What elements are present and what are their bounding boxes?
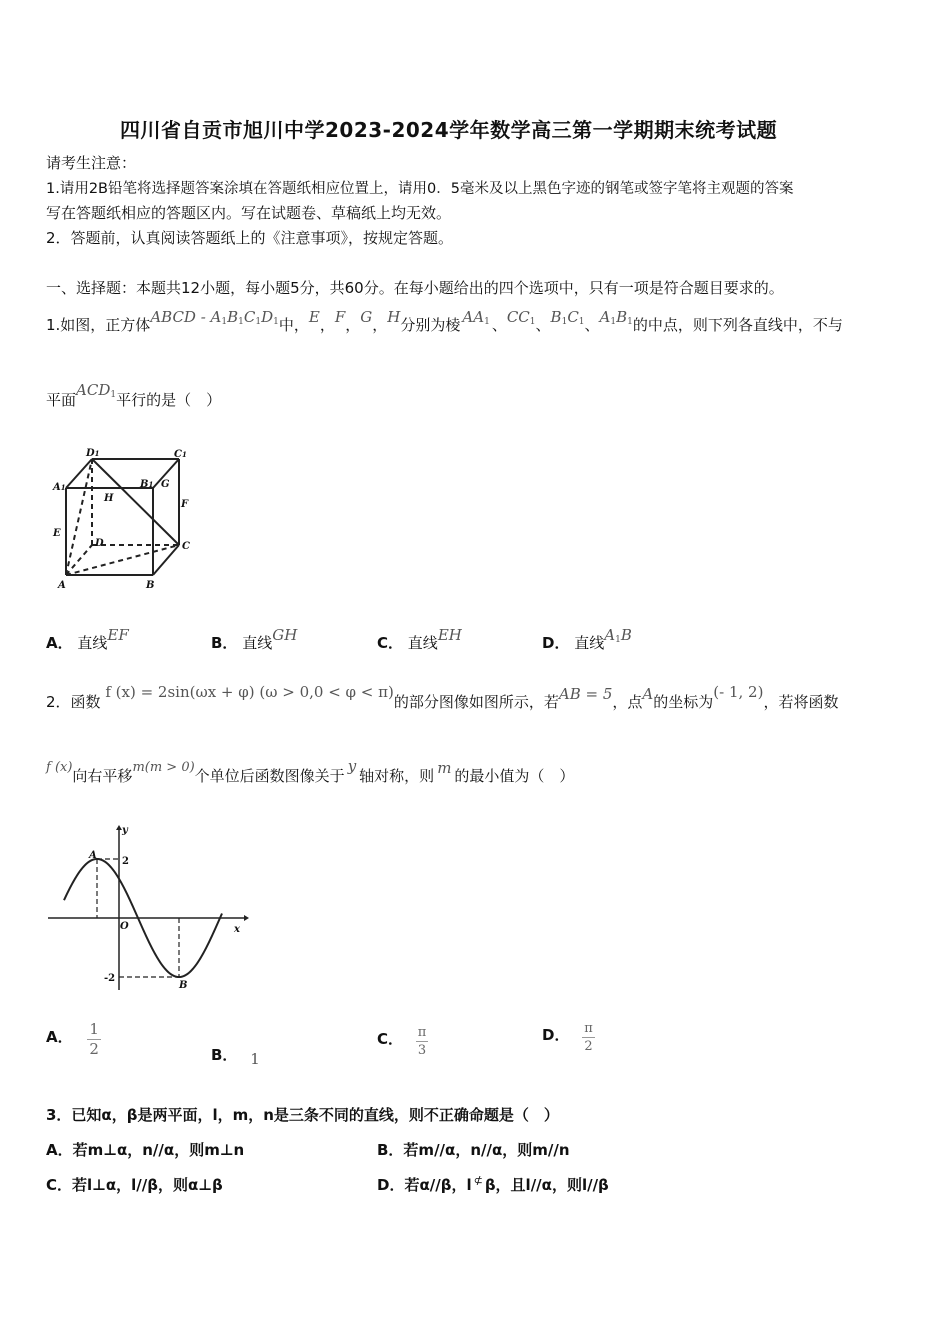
q1-plane: $ACD_1$ [76,381,117,400]
q1-point-h: H [387,308,401,326]
graph-label-b: B [179,980,188,991]
q2-point-a: A [642,685,654,703]
q3-option-d[interactable]: D．若α//β，l ⊄ β，且l//α，则l//β [377,1174,609,1194]
q2-stem-line-2: f (x)向右平移m(m > 0)个单位后函数图像关于y轴对称，则 m 的最小值为（ ） [46,757,575,785]
q1-option-d[interactable]: D． 直线$A_1B$ [542,626,632,652]
q1-option-a[interactable]: A． 直线EF [46,626,129,652]
q2-coordinate: (- 1, 2) [713,683,764,701]
q2-option-b[interactable]: B． 1 [211,1046,260,1068]
cube-label-b1: B1 [140,479,154,490]
cube-label-e: E [53,528,61,539]
q1-cube-name: ABCD - $A_1B_1C_1D_1$ [150,308,279,327]
cube-label-a1: A1 [53,482,66,493]
graph-label-2: 2 [122,856,129,867]
q1-point-f: F [334,308,346,326]
q2-option-c[interactable]: C． $\frac{\pi}{3}$ [377,1025,427,1058]
q3-option-a[interactable]: A．若m⊥α，n//α，则m⊥n [46,1141,245,1159]
q2-option-a[interactable]: A． $\frac{1}{2}$ [46,1020,99,1058]
cube-label-b: B [146,580,155,591]
cube-label-g: G [161,479,170,490]
notice-heading: 请考生注意： [46,154,137,172]
q1-option-c[interactable]: C． 直线EH [377,626,462,652]
cube-label-h: H [104,493,114,504]
notice-item-1-line-2: 写在答题纸相应的答题区内。写在试题卷、草稿纸上均无效。 [46,204,452,222]
q2-option-d[interactable]: D． $\frac{\pi}{2}$ [542,1021,593,1054]
q1-stem-line-1: 1.如图，正方体ABCD - $A_1B_1C_1D_1$中，E，F，G，H分别为棱 $AA_1$ 、$CC_1$、$B_1C_1$、$A_1B_1$的中点，则下列各直线中，不与 [46,308,843,334]
notice-item-2: 2．答题前，认真阅读答题纸上的《注意事项》，按规定答题。 [46,229,454,247]
q3-option-b[interactable]: B．若m//α，n//α，则m//n [377,1141,570,1159]
graph-label-x: x [234,924,240,935]
cube-label-d1: D1 [86,448,100,459]
q1-point-g: G [360,308,373,326]
q1-edge-a1b1: $A_1B_1$ [599,308,633,327]
notice-item-1-line-1: 1.请用2B铅笔将选择题答案涂填在答题纸相应位置上，请用0．5毫米及以上黑色字迹的钢笔或签字笔将主观题的答案 [46,181,794,197]
cube-label-a: A [58,580,66,591]
q1-cube-figure [46,445,196,595]
q3-stem: 3．已知α，β是两平面，l，m，n是三条不同的直线，则不正确命题是（ ） [46,1106,559,1124]
q2-ab-length: AB = 5 [558,685,613,703]
q3-option-c[interactable]: C．若l⊥α，l//β，则α⊥β [46,1176,223,1194]
cube-label-c1: C1 [174,449,187,460]
page-title: 四川省自贡市旭川中学2023-2024学年数学高三第一学期期末统考试题 [120,118,778,142]
graph-label-y: y [122,825,128,836]
q2-graph [46,822,251,994]
q1-edge-cc1: $CC_1$ [506,308,536,327]
q1-edge-aa1: $AA_1$ [462,308,490,327]
q2-function: f (x) = 2sin(ωx + φ) (ω > 0,0 < φ < π) [105,683,394,701]
cube-label-c: C [182,541,190,552]
graph-label-neg2: -2 [104,973,116,984]
q1-prefix: 1.如图，正方体 [46,316,151,334]
graph-label-o: O [120,921,129,932]
q1-edge-b1c1: $B_1C_1$ [550,308,585,327]
cube-label-d: D [95,538,104,549]
q1-point-e: E [308,308,320,326]
section-heading: 一、选择题：本题共12小题，每小题5分，共60分。在每小题给出的四个选项中，只有一项是符合题目要求的。 [46,279,784,297]
q1-option-b[interactable]: B． 直线GH [211,626,298,652]
graph-label-a: A [89,850,97,861]
q2-stem-line-1: 2．函数 f (x) = 2sin(ωx + φ) (ω > 0,0 < φ < π)的部分图像如图所示，若AB = 5，点A的坐标为(- 1, 2)，若将函数 [46,683,839,711]
cube-label-f: F [181,499,189,510]
q1-stem-line-2: 平面$ACD_1$平行的是（ ） [46,381,222,409]
